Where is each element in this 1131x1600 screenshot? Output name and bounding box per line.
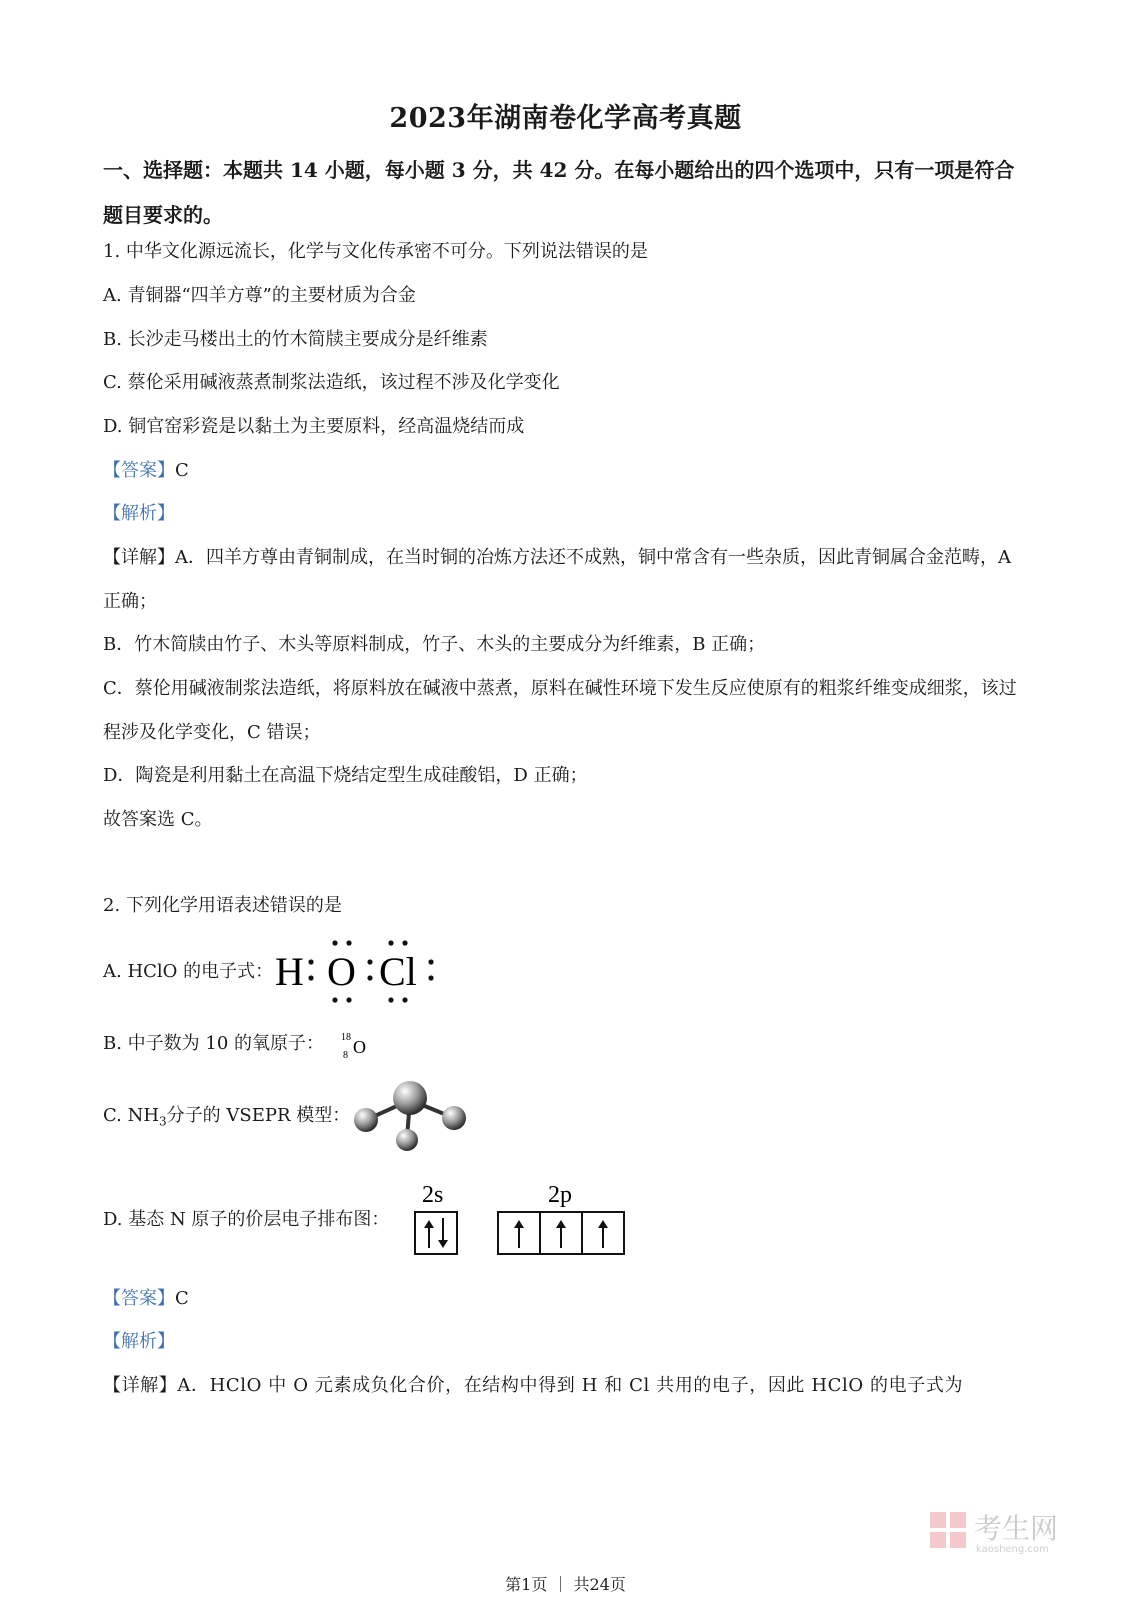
q1-option-a: A. 青铜器“四羊方尊”的主要材质为合金 (103, 285, 416, 306)
lewis-cl: Cl (379, 949, 417, 994)
nh3-vsepr-model (350, 1078, 470, 1158)
q1-detail-d: D．陶瓷是利用黏土在高温下烧结定型生成硅酸铝，D 正确； (103, 765, 588, 786)
q1-option-d: D. 铜官窑彩瓷是以黏土为主要原料，经高温烧结而成 (103, 416, 525, 437)
q1-answer (103, 459, 1033, 483)
kaosheng-watermark-logo (928, 1506, 1098, 1554)
answer-tag: 【答案】 (103, 1288, 175, 1309)
q2-option-d: D. 基态 N 原子的价层电子排布图： (103, 1209, 390, 1230)
orbital-label-2s: 2s (422, 1182, 444, 1208)
q1-detail-a (103, 536, 1033, 624)
orbital-box-2s (415, 1212, 457, 1254)
option-c-subscript: 3 (159, 1114, 167, 1129)
detail-tag: 【详解】 (103, 547, 175, 568)
watermark-url: kaosheng.com (976, 1544, 1049, 1554)
q1-option-c: C. 蔡伦采用碱液蒸煮制浆法造纸，该过程不涉及化学变化 (103, 372, 560, 393)
atom-h2 (442, 1106, 466, 1130)
q2-stem: 2. 下列化学用语表述错误的是 (103, 895, 342, 916)
q1-analysis-tag: 【解析】 (103, 503, 175, 524)
lewis-o: O (327, 949, 356, 994)
hclo-electron-formula (273, 938, 443, 1010)
isotope-number: 8 (343, 1050, 348, 1061)
answer-value: C (175, 1288, 189, 1309)
q1-detail-b: B．竹木简牍由竹子、木头等原料制成，竹子、木头的主要成分为纤维素，B 正确； (103, 634, 766, 655)
answer-tag: 【答案】 (103, 460, 175, 481)
section-heading: 一、选择题：本题共 14 小题，每小题 3 分，共 42 分。在每小题给出的四个选项中，只有一项是符合题目要求的。 (103, 158, 1015, 227)
detail-tag: 【详解】 (103, 1375, 178, 1396)
detail-text: A．HClO 中 O 元素成负化合价，在结构中得到 H 和 Cl 共用的电子，因此 HClO 的电子式为 (177, 1375, 964, 1396)
orbital-label-2p: 2p (548, 1182, 572, 1208)
page-footer: 第1页 ｜ 共24页 (505, 1575, 626, 1594)
q2-option-c (103, 1104, 1033, 1134)
page-title: 2023年湖南卷化学高考真题 (389, 103, 742, 134)
isotope-mass: 18 (341, 1032, 351, 1043)
q2-option-b: B. 中子数为 10 的氧原子： (103, 1033, 325, 1054)
answer-value: C (175, 460, 189, 481)
q2-option-a: A. HClO 的电子式： (103, 961, 274, 982)
isotope-symbol: O (353, 1037, 366, 1057)
oxygen-isotope (340, 1028, 370, 1064)
atom-n (393, 1081, 427, 1115)
nitrogen-orbital-diagram (410, 1178, 630, 1260)
q1-stem: 1. 中华文化源远流长，化学与文化传承密不可分。下列说法错误的是 (103, 241, 648, 262)
q1-detail-c: C．蔡伦用碱液制浆法造纸，将原料放在碱液中蒸煮，原料在碱性环境下发生反应使原有的粗浆纤维变成细浆，该过程涉及化学变化，C 错误； (103, 678, 1017, 743)
atom-h3 (396, 1129, 418, 1151)
option-c-prefix: C. NH (103, 1105, 160, 1126)
option-c-suffix: 分子的 VSEPR 模型： (166, 1105, 351, 1126)
watermark-brand: 考生网 (974, 1512, 1059, 1545)
q1-conclusion: 故答案选 C。 (103, 809, 213, 830)
q1-option-b: B. 长沙走马楼出土的竹木简牍主要成分是纤维素 (103, 329, 488, 350)
q2-answer (103, 1287, 1033, 1311)
detail-text: A．四羊方尊由青铜制成，在当时铜的冶炼方法还不成熟，铜中常含有一些杂质，因此青铜属合金范畴，A 正确； (103, 547, 1011, 612)
lewis-h: H (275, 949, 304, 994)
q2-analysis-tag: 【解析】 (103, 1331, 175, 1352)
atom-h1 (354, 1108, 378, 1132)
q2-detail-a (103, 1374, 1033, 1398)
